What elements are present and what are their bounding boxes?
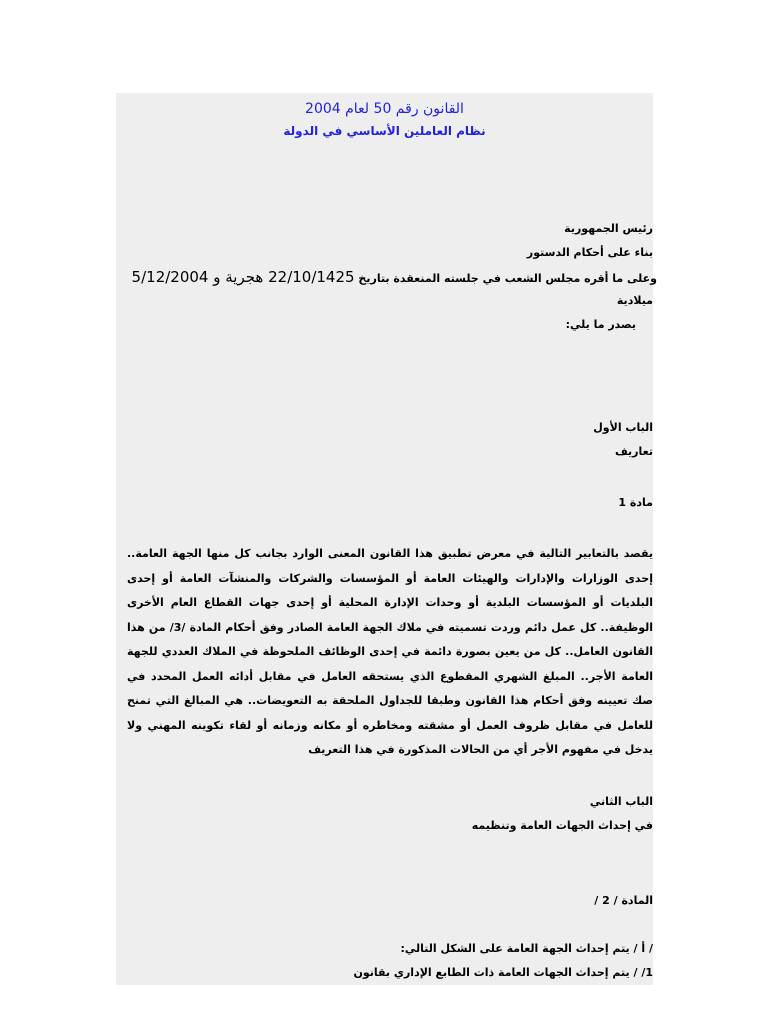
issues-line: يصدر ما يلي:	[565, 318, 636, 331]
chapter1-heading	[116, 416, 653, 464]
approval-date: 22/10/1425 هجرية و 5/12/2004	[131, 268, 355, 286]
article2-heading	[116, 889, 653, 913]
article2-label: المادة / 2 /	[594, 894, 653, 907]
article1-text: يقصد بالتعابير التالية في معرض تطبيق هذا القانون المعنى الوارد بجانب كل منها الجهة العامة.. إحدى الوزارات والإدارات والهيئات العامة أو المؤسسات والشركات والمنشآت العامة أو إحدى البلديات أو المؤسسات البلدية أو وحدات الإدارة المحلية أو إحدى جهات القطاع العام الأخرى الوظيفة.. كل عمل دائم وردت تسميته في ملاك الجهة العامة الصادر وفق أحكام المادة /3/ من هذا القانون العامل.. كل من يعين بصورة دائمة في إحدى الوظائف الملحوظة في الملاك العددي للجهة العامة الأجر.. المبلغ الشهري المقطوع الذي يستحقه العامل في مقابل أدائه العمل المحدد في صك تعيينه وفق أحكام هذا القانون وطبقا للجداول الملحقة به التعويضات.. هي المبالغ التي تمنح للعامل في مقابل ظروف العمل أو مشقته ومخاطره أو مكانه وزمانه أو لقاء تكوينه المهني ولا يدخل في مفهوم الأجر أي من الحالات المذكورة في هذا التعريف	[127, 547, 654, 756]
article1-label: مادة 1	[618, 496, 653, 509]
article1-heading	[116, 491, 653, 515]
article2-item-1: 1/ / يتم إحداث الجهات العامة ذات الطابع الإداري بقانون	[353, 966, 653, 979]
chapter2-heading	[116, 790, 653, 838]
article2-item-a: / أ / يتم إحداث الجهة العامة على الشكل التالي:	[400, 942, 653, 955]
document-header	[116, 98, 653, 142]
law-subtitle: نظام العاملين الأساسي في الدولة	[283, 124, 486, 138]
approval-text: وعلى ما أقره مجلس الشعب في جلسته المنعقدة بتاريخ	[358, 272, 657, 285]
chapter1-subtitle: تعاريف	[614, 445, 653, 458]
constitution-line: بناء على أحكام الدستور	[526, 246, 653, 259]
chapter1-title: الباب الأول	[593, 421, 653, 434]
article2-items	[116, 937, 653, 985]
approval-line-2: ميلادية	[616, 294, 653, 307]
document-page	[116, 93, 657, 985]
approval-line	[116, 265, 657, 289]
law-title: القانون رقم 50 لعام 2004	[305, 101, 464, 117]
president-line: رئيس الجمهورية	[564, 222, 653, 235]
chapter2-title: الباب الثاني	[589, 795, 653, 808]
chapter2-subtitle: في إحداث الجهات العامة وتنظيمه	[471, 819, 653, 832]
preamble	[116, 217, 657, 337]
